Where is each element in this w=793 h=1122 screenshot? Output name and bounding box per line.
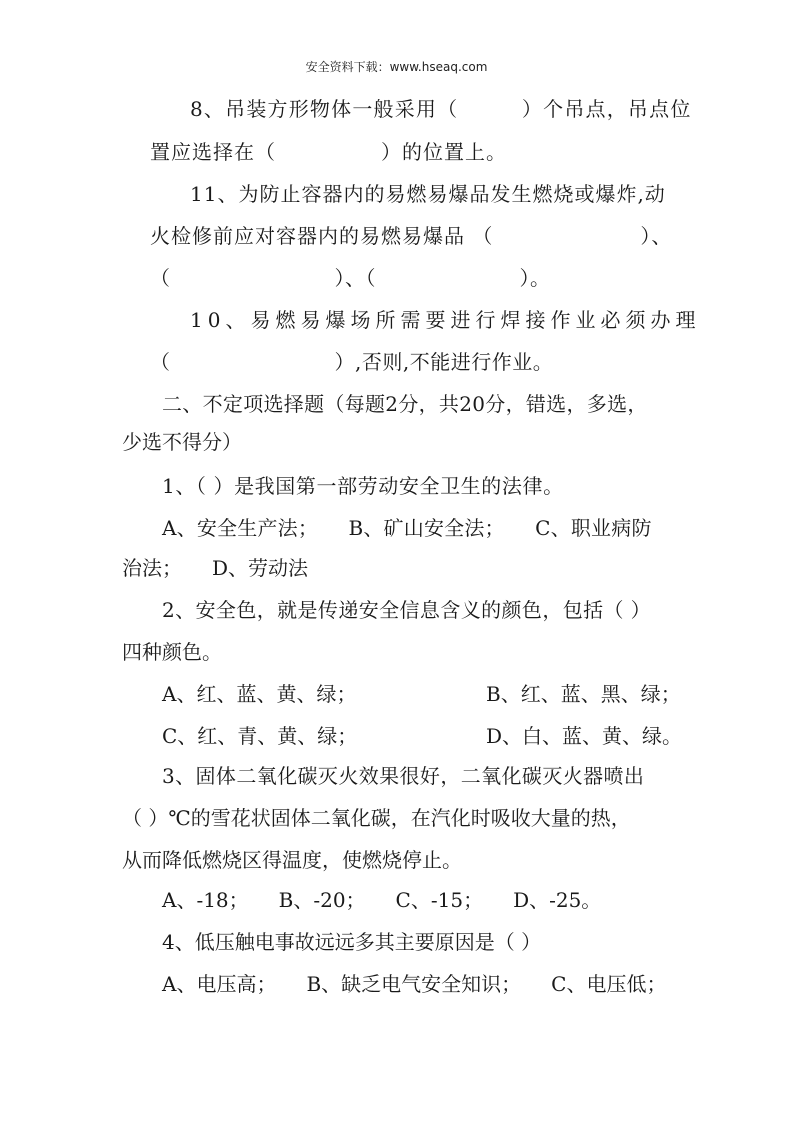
question-11-line1: 11、为防止容器内的易燃易爆品发生燃烧或爆炸,动: [190, 182, 666, 206]
mc-question-1-options-line1: A、安全生产法； B、矿山安全法； C、职业病防: [162, 516, 652, 540]
mc-question-3-options: A、-18； B、-20； C、-15； D、-25。: [162, 888, 602, 912]
mc-question-2-option-d: D、白、蓝、黄、绿。: [486, 724, 683, 748]
question-8-line1: 8、吊装方形物体一般采用（ ）个吊点，吊点位: [190, 97, 692, 121]
mc-question-2-option-a: A、红、蓝、黄、绿；: [162, 682, 357, 706]
mc-question-2-line2: 四种颜色。: [122, 640, 222, 664]
section-2-heading-line2: 少选不得分）: [122, 430, 242, 454]
question-8-line2: 置应选择在（ ）的位置上。: [150, 140, 507, 164]
mc-question-2-option-b: B、红、蓝、黑、绿；: [486, 682, 681, 706]
mc-question-1-options-line2: 治法； D、劳动法: [122, 556, 309, 580]
question-10-line2: （ ）,否则,不能进行作业。: [150, 350, 554, 374]
mc-question-3-line3: 从而降低燃烧区得温度，使燃烧停止。: [122, 848, 462, 872]
page-header: 安全资料下载：www.hseaq.com: [305, 60, 488, 74]
mc-question-2-line1: 2、安全色，就是传递安全信息含义的颜色，包括（ ）: [162, 598, 652, 622]
section-2-heading-line1: 二、不定项选择题（每题2分，共20分，错选，多选，: [162, 392, 648, 416]
question-11-line2: 火检修前应对容器内的易燃易爆品 （ ）、: [150, 224, 673, 248]
question-11-line3: （ ）、（ ）。: [150, 266, 551, 290]
mc-question-3-line2: （ ）℃的雪花状固体二氧化碳，在汽化时吸收大量的热，: [122, 806, 631, 830]
question-10-line1: 10、易燃易爆场所需要进行焊接作业必须办理: [190, 308, 701, 332]
mc-question-3-line1: 3、固体二氧化碳灭火效果很好，二氧化碳灭火器喷出: [162, 764, 645, 788]
mc-question-4: 4、低压触电事故远远多其主要原因是（ ）: [162, 930, 542, 954]
mc-question-2-option-c: C、红、青、黄、绿；: [162, 724, 358, 748]
mc-question-4-options: A、电压高； B、缺乏电气安全知识； C、电压低；: [162, 972, 667, 996]
mc-question-1: 1、（ ）是我国第一部劳动安全卫生的法律。: [162, 474, 564, 498]
